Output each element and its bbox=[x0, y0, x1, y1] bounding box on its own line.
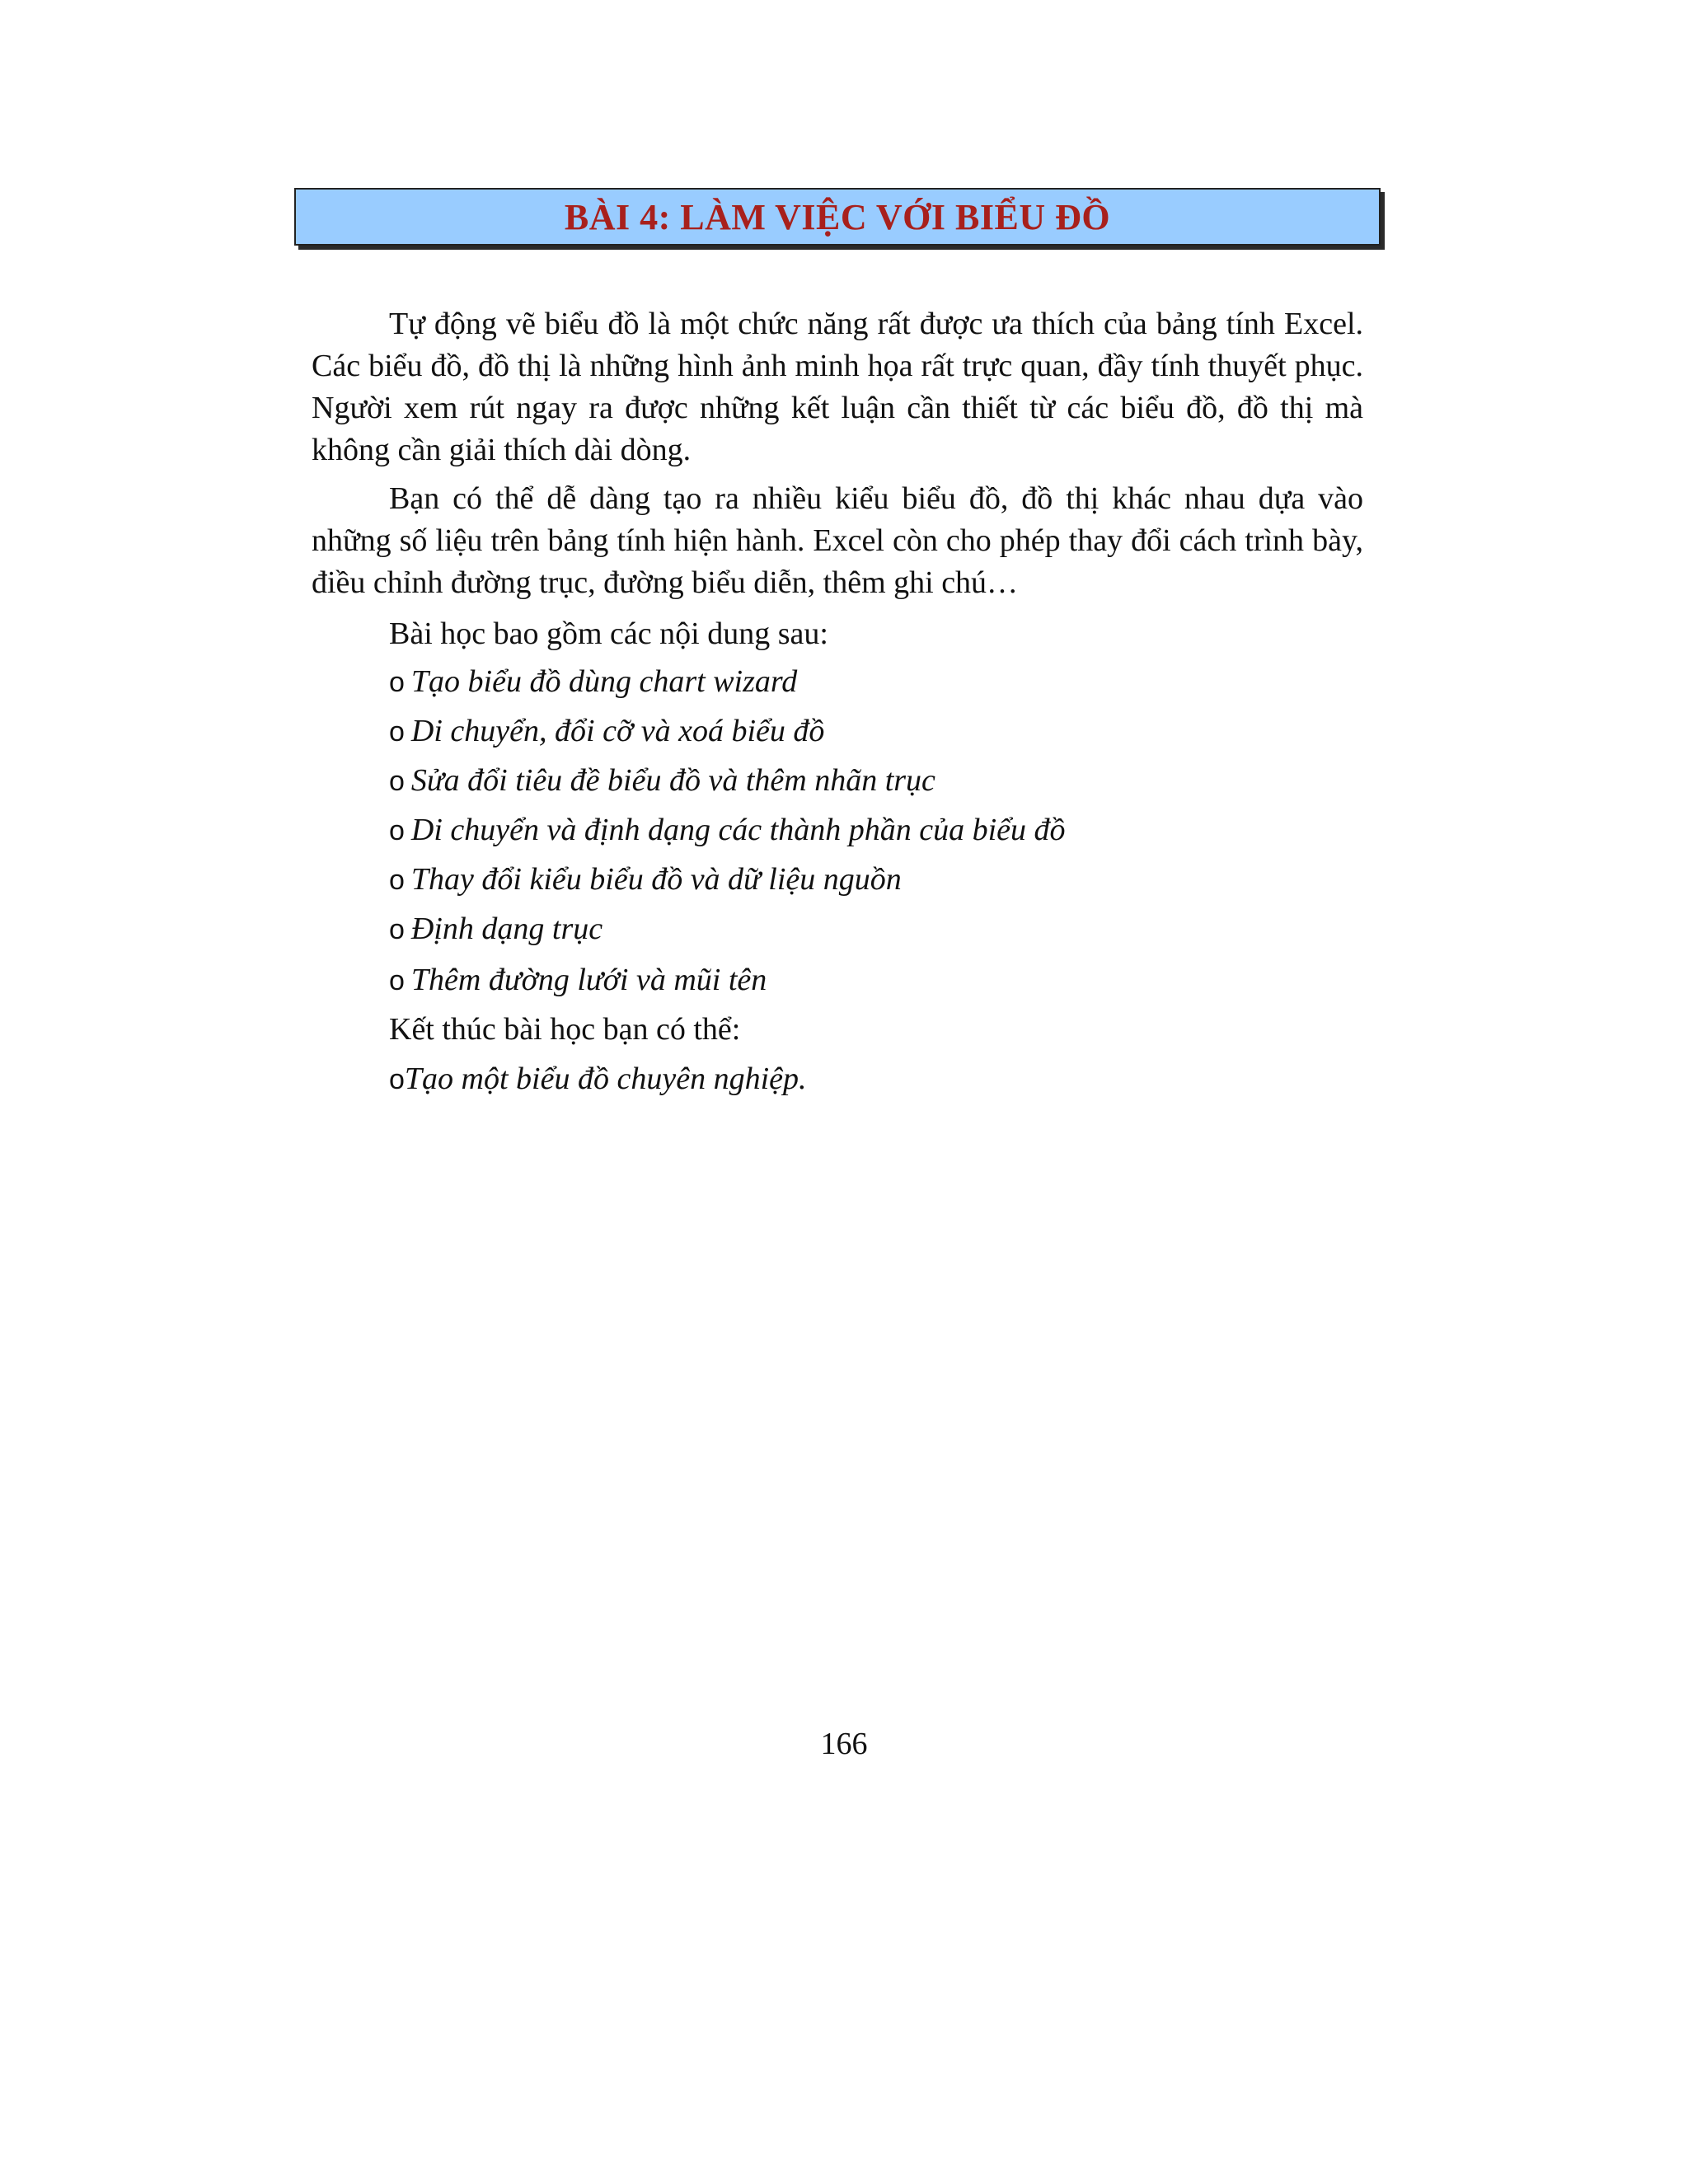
contents-item-text: Di chuyển và định dạng các thành phần của biểu đồ bbox=[410, 813, 1066, 847]
outcome-heading: Kết thúc bài học bạn có thể: bbox=[389, 1012, 741, 1047]
intro-paragraph-1: Tự động vẽ biểu đồ là một chức năng rất được ưa thích của bảng tính Excel. Các biểu đồ, đồ thị là những hình ảnh minh họa rất trực quan, đầy tính thuyết phục. Người xem rút ngay ra được những kết luận cần thiết từ các biểu đồ, đồ thị mà không cần giải thích dài dòng. bbox=[312, 307, 1363, 467]
contents-item-text: Tạo biểu đồ dùng chart wizard bbox=[410, 664, 798, 699]
lesson-title-box bbox=[294, 188, 1381, 246]
bullet-icon: o bbox=[389, 766, 405, 797]
contents-item bbox=[389, 959, 767, 1002]
lesson-title: BÀI 4: LÀM VIỆC VỚI BIỂU ĐỒ bbox=[564, 196, 1111, 237]
bullet-icon: o bbox=[389, 965, 405, 996]
contents-item bbox=[389, 908, 603, 951]
contents-item bbox=[389, 661, 797, 704]
contents-item bbox=[389, 710, 824, 753]
outcome-item bbox=[389, 1058, 807, 1101]
bullet-icon: o bbox=[389, 865, 405, 896]
bullet-icon: o bbox=[389, 815, 405, 846]
intro-paragraph-2: Bạn có thể dễ dàng tạo ra nhiều kiểu biểu đồ, đồ thị khác nhau dựa vào những số liệu trên bảng tính hiện hành. Excel còn cho phép thay đổi cách trình bày, điều chỉnh đường trục, đường biểu diễn, thêm ghi chú… bbox=[312, 481, 1363, 600]
bullet-icon: o bbox=[389, 667, 405, 698]
contents-item-text: Định dạng trục bbox=[410, 912, 603, 946]
contents-item-text: Thêm đường lưới và mũi tên bbox=[410, 963, 767, 997]
contents-item-text: Thay đổi kiểu biểu đồ và dữ liệu nguồn bbox=[410, 862, 902, 897]
bullet-icon: o bbox=[389, 1064, 405, 1095]
contents-heading: Bài học bao gồm các nội dung sau: bbox=[389, 616, 828, 651]
contents-item bbox=[389, 760, 935, 803]
page-number: 166 bbox=[820, 1727, 868, 1761]
contents-item bbox=[389, 809, 1066, 852]
contents-item-text: Sửa đổi tiêu đề biểu đồ và thêm nhãn trục bbox=[410, 763, 935, 798]
outcome-item-text: Tạo một biểu đồ chuyên nghiệp. bbox=[404, 1062, 807, 1096]
contents-item bbox=[389, 859, 902, 902]
bullet-icon: o bbox=[389, 716, 405, 748]
bullet-icon: o bbox=[389, 914, 405, 945]
contents-item-text: Di chuyển, đổi cỡ và xoá biểu đồ bbox=[410, 714, 825, 748]
